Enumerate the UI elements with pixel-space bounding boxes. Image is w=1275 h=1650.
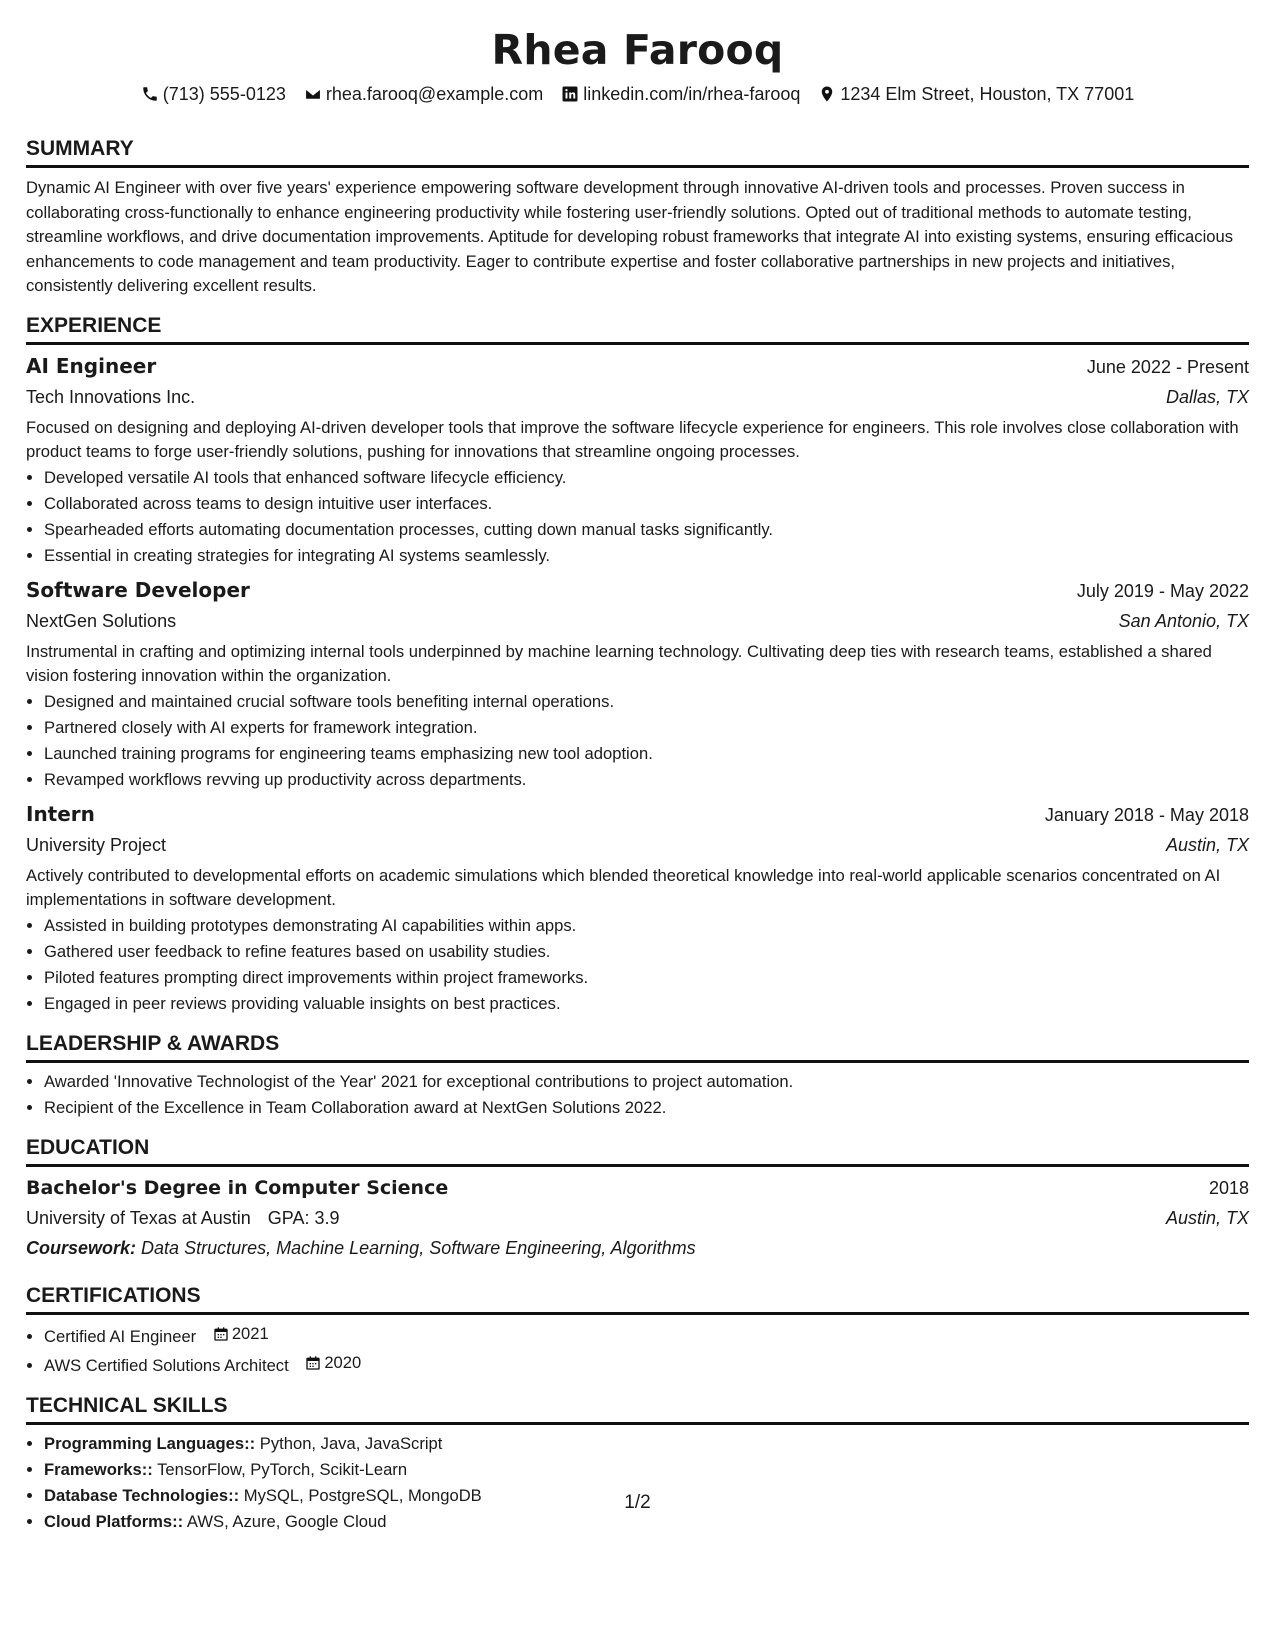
section-title: LEADERSHIP & AWARDS [26,1031,1249,1063]
list-item: • Partnered closely with AI experts for framework integration. [44,715,1249,741]
contact-phone[interactable] [141,82,286,106]
job-entry [26,351,1249,569]
cert-date [305,1350,361,1376]
coursework-list: Data Structures, Machine Learning, Software Engineering, Algorithms [141,1237,696,1258]
linkedin-icon [561,85,579,103]
leadership-section [26,1031,1249,1121]
job-dates: January 2018 - May 2018 [1044,804,1249,825]
job-role: AI Engineer [26,353,157,378]
map-pin-icon [818,85,836,103]
job-company: NextGen Solutions [26,610,177,631]
job-company: Tech Innovations Inc. [26,386,196,407]
job-location: Austin, TX [1165,834,1249,855]
list-item: • Collaborated across teams to design intuitive user interfaces. [44,491,1249,517]
school-line [26,1203,340,1233]
contact-linkedin[interactable] [561,82,800,106]
address-text: 1234 Elm Street, Houston, TX 77001 [840,84,1135,104]
phone-icon [141,85,159,103]
list-item: • Awarded 'Innovative Technologist of the Year' 2021 for exceptional contributions to project automation. [44,1069,1249,1095]
list-item: • Launched training programs for engineering teams emphasizing new tool adoption. [44,741,1249,767]
summary-section [26,136,1249,299]
job-dates: June 2022 - Present [1086,356,1249,377]
skill-value: Python, Java, JavaScript [259,1433,443,1453]
certifications-section [26,1283,1249,1379]
list-item: • Piloted features prompting direct improvements within project frameworks. [44,965,1249,991]
skill-label: Frameworks:: [44,1459,153,1479]
skill-label: Programming Languages:: [44,1433,256,1453]
list-item: • Revamped workflows revving up productivity across departments. [44,767,1249,793]
list-item [44,1457,1249,1483]
education-section [26,1135,1249,1263]
skill-value: AWS, Azure, Google Cloud [186,1511,387,1531]
page-number: 1/2 [624,1492,651,1513]
section-title: CERTIFICATIONS [26,1283,1249,1315]
cert-date [213,1321,269,1347]
resume-page [26,20,1249,1535]
job-entry [26,575,1249,793]
section-title: SUMMARY [26,136,1249,168]
calendar-icon [213,1326,229,1342]
job-company: University Project [26,834,167,855]
candidate-name: Rhea Farooq [491,26,784,74]
list-item: • Engaged in peer reviews providing valuable insights on best practices. [44,991,1249,1017]
section-title: EDUCATION [26,1135,1249,1167]
school-location: Austin, TX [1165,1207,1249,1228]
list-item [44,1350,1249,1379]
phone-text: (713) 555-0123 [162,84,286,104]
list-item: • Spearheaded efforts automating documentation processes, cutting down manual tasks significantly. [44,517,1249,543]
cert-year: 2021 [231,1323,269,1343]
job-dates: July 2019 - May 2022 [1076,580,1249,601]
skill-label: Cloud Platforms:: [44,1511,184,1531]
list-item: • Developed versatile AI tools that enhanced software lifecycle efficiency. [44,465,1249,491]
skill-value: MySQL, PostgreSQL, MongoDB [243,1485,482,1505]
job-bullets [26,689,1249,793]
job-bullets [26,913,1249,1017]
job-description: Instrumental in crafting and optimizing internal tools underpinned by machine learning technology. Cultivating deep ties with research teams, established a shared vision fostering innovation within the organization. [26,641,1212,685]
linkedin-text: linkedin.com/in/rhea-farooq [583,84,801,104]
job-location: Dallas, TX [1165,386,1249,407]
list-item [44,1321,1249,1350]
contact-address [818,82,1134,106]
graduation-year: 2018 [1208,1177,1249,1198]
job-entry [26,799,1249,1017]
gpa: GPA: 3.9 [267,1207,340,1228]
education-entry [26,1173,1249,1263]
skills-list [26,1431,1249,1535]
coursework-label: Coursework: [26,1237,137,1258]
section-title: EXPERIENCE [26,313,1249,345]
section-title: TECHNICAL SKILLS [26,1393,1249,1425]
contact-bar [26,82,1249,106]
list-item [44,1431,1249,1457]
certifications-list [26,1321,1249,1379]
email-text: rhea.farooq@example.com [325,84,544,104]
school-name: University of Texas at Austin [26,1207,251,1228]
job-role: Intern [26,801,95,826]
awards-list [26,1069,1249,1121]
cert-name: AWS Certified Solutions Architect [44,1355,289,1375]
cert-year: 2020 [324,1352,362,1372]
job-role: Software Developer [26,577,250,602]
envelope-icon [304,85,322,103]
list-item: • Gathered user feedback to refine features based on usability studies. [44,939,1249,965]
list-item: • Recipient of the Excellence in Team Collaboration award at NextGen Solutions 2022. [44,1095,1249,1121]
calendar-icon [305,1355,321,1371]
job-bullets [26,465,1249,569]
list-item: • Designed and maintained crucial software tools benefiting internal operations. [44,689,1249,715]
job-location: San Antonio, TX [1118,610,1249,631]
coursework-line [26,1233,1249,1263]
job-description: Focused on designing and deploying AI-driven developer tools that improve the software lifecycle experience for engineers. This role involves close collaboration with product teams to forge user-friendly solutions, pushing for innovations that streamline ongoing processes. [26,417,1239,461]
contact-email[interactable] [304,82,543,106]
skill-value: TensorFlow, PyTorch, Scikit-Learn [157,1459,408,1479]
summary-text: Dynamic AI Engineer with over five years' experience empowering software development through innovative AI-driven tools and processes. Proven success in collaborating cross-functionally to enhance engineering productivity while fostering user-friendly solutions. Opted out of traditional methods to automate testing, streamline workflows, and drive documentation improvements. Aptitude for developing robust frameworks that integrate AI into existing systems, ensuring efficacious enhancements to code management and team productivity. Eager to contribute expertise and foster collaborative partnerships in new projects and initiatives, consistently delivering excellent results. [26,178,1234,295]
list-item: • Assisted in building prototypes demonstrating AI capabilities within apps. [44,913,1249,939]
job-description: Actively contributed to developmental efforts on academic simulations which blended theoretical knowledge into real-world applicable scenarios concentrated on AI implementations in software development. [26,865,1221,909]
list-item: • Essential in creating strategies for integrating AI systems seamlessly. [44,543,1249,569]
experience-section [26,313,1249,1017]
degree: Bachelor's Degree in Computer Science [26,1176,449,1199]
skill-label: Database Technologies:: [44,1485,240,1505]
cert-name: Certified AI Engineer [44,1326,197,1346]
